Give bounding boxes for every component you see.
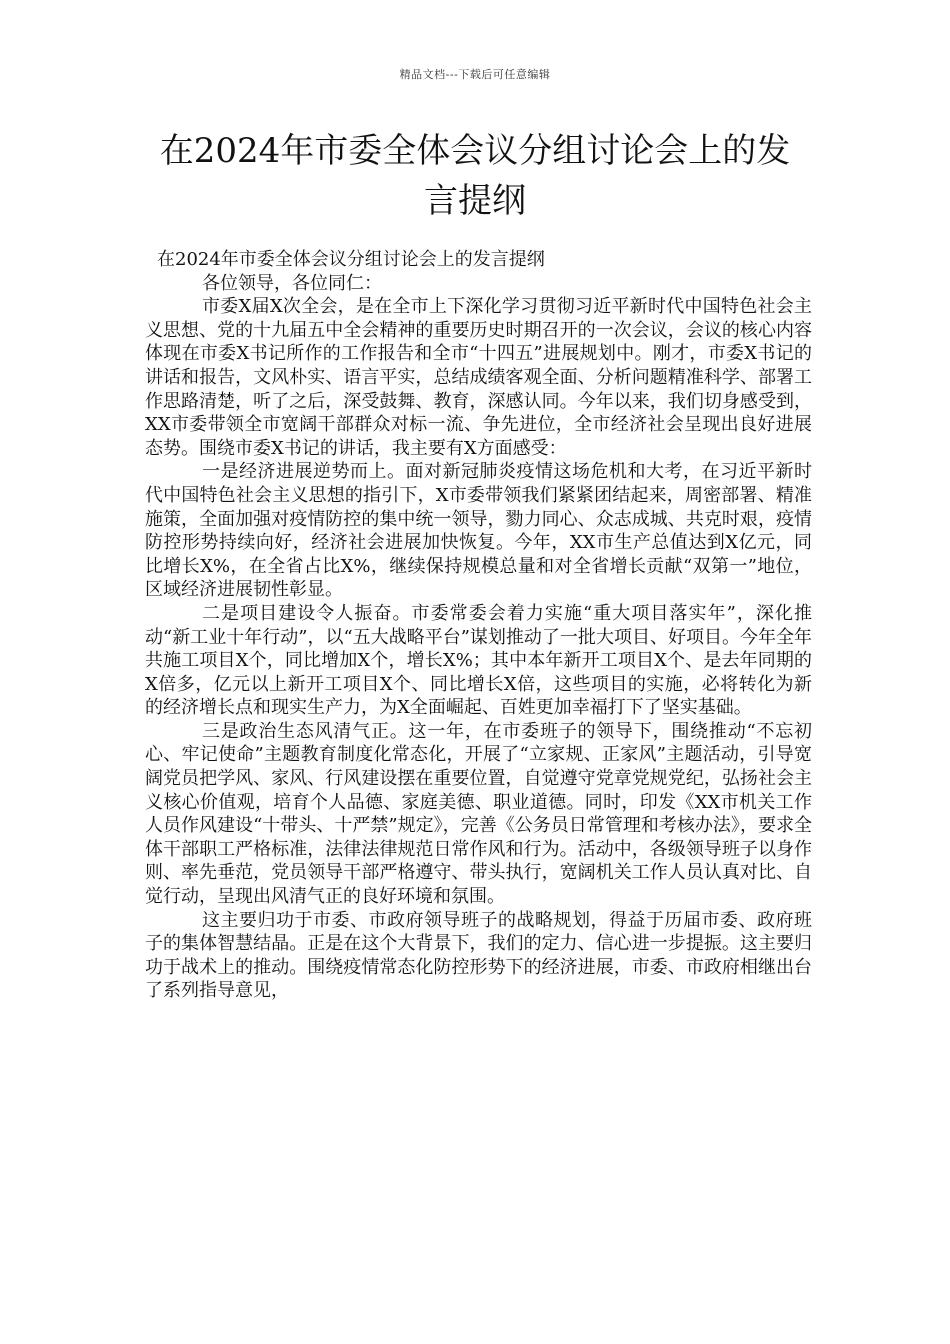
paragraph-attribution: 这主要归功于市委、市政府领导班子的战略规划，得益于历届市委、政府班子的集体智慧结晶。正是在这个大背景下，我们的定力、信心进一步提振。这主要归功于战术上的推动。围绕疫情常态化防控形势下的经济进展，市委、市政府相继出台了系列指导意见， — [145, 909, 812, 1002]
paragraph-projects: 二是项目建设令人振奋。市委常委会着力实施“重大项目落实年”，深化推动“新工业十年行动”，以“五大战略平台”谋划推动了一批大项目、好项目。今年全年共施工项目X个，同比增加X个，增长X%；其中本年新开工项目X个、是去年同期的X倍多，亿元以上新开工项目X个、同比增长X倍，这些项目的实施，必将转化为新的经济增长点和现实生产力，为X全面崛起、百姓更加幸福打下了坚实基础。 — [145, 602, 812, 719]
paragraph-economy: 一是经济进展逆势而上。面对新冠肺炎疫情这场危机和大考，在习近平新时代中国特色社会主义思想的指引下，X市委带领我们紧紧团结起来，周密部署、精准施策，全面加强对疫情防控的集中统一领导，勠力同心、众志成城、共克时艰，疫情防控形势持续向好，经济社会进展加快恢复。今年，XX市生产总值达到X亿元，同比增长X%，在全省占比X%，继续保持规模总量和对全省增长贡献“双第一”地位，区域经济进展韧性彰显。 — [145, 461, 812, 601]
subtitle-line: 在2024年市委全体会议分组讨论会上的发言提纲 — [157, 249, 545, 270]
document-title: 在2024年市委全体会议分组讨论会上的发言提纲 — [159, 131, 791, 221]
paragraph-intro: 市委X届X次全会，是在全市上下深化学习贯彻习近平新时代中国特色社会主义思想、党的十九届五中全会精神的重要历史时期召开的一次会议，会议的核心内容体现在市委X书记所作的工作报告和全市“十四五”进展规划中。刚才，市委X书记的讲话和报告，文风朴实、语言平实，总结成绩客观全面、分析问题精准科学、部署工作思路清楚，听了之后，深受鼓舞、教育，深感认同。今年以来，我们切身感受到，XX市委带领全市宽阔干部群众对标一流、争先进位，全市经济社会呈现出良好进展态势。围绕市委X书记的讲话，我主要有X方面感受： — [145, 296, 812, 459]
header-note: 精品文档---下载后可任意编辑 — [399, 68, 551, 81]
salutation: 各位领导，各位同仁： — [202, 272, 382, 294]
document-body — [145, 248, 812, 1003]
paragraph-political-ecology: 三是政治生态风清气正。这一年，在市委班子的领导下，围绕推动“不忘初心、牢记使命”主题教育制度化常态化，开展了“立家规、正家风”主题活动，引导宽阔党员把学风、家风、行风建设摆在重要位置，自觉遵守党章党规党纪，弘扬社会主义核心价值观，培育个人品德、家庭美德、职业道德。同时，印发《XX市机关工作人员作风建设“十带头、十严禁”规定》，完善《公务员日常管理和考核办法》，要求全体干部职工严格标准，法律法律规范日常作风和行为。活动中，各级领导班子以身作则、率先垂范，党员领导干部严格遵守、带头执行，宽阔机关工作人员认真对比、自觉行动，呈现出风清气正的良好环境和氛围。 — [145, 720, 812, 908]
